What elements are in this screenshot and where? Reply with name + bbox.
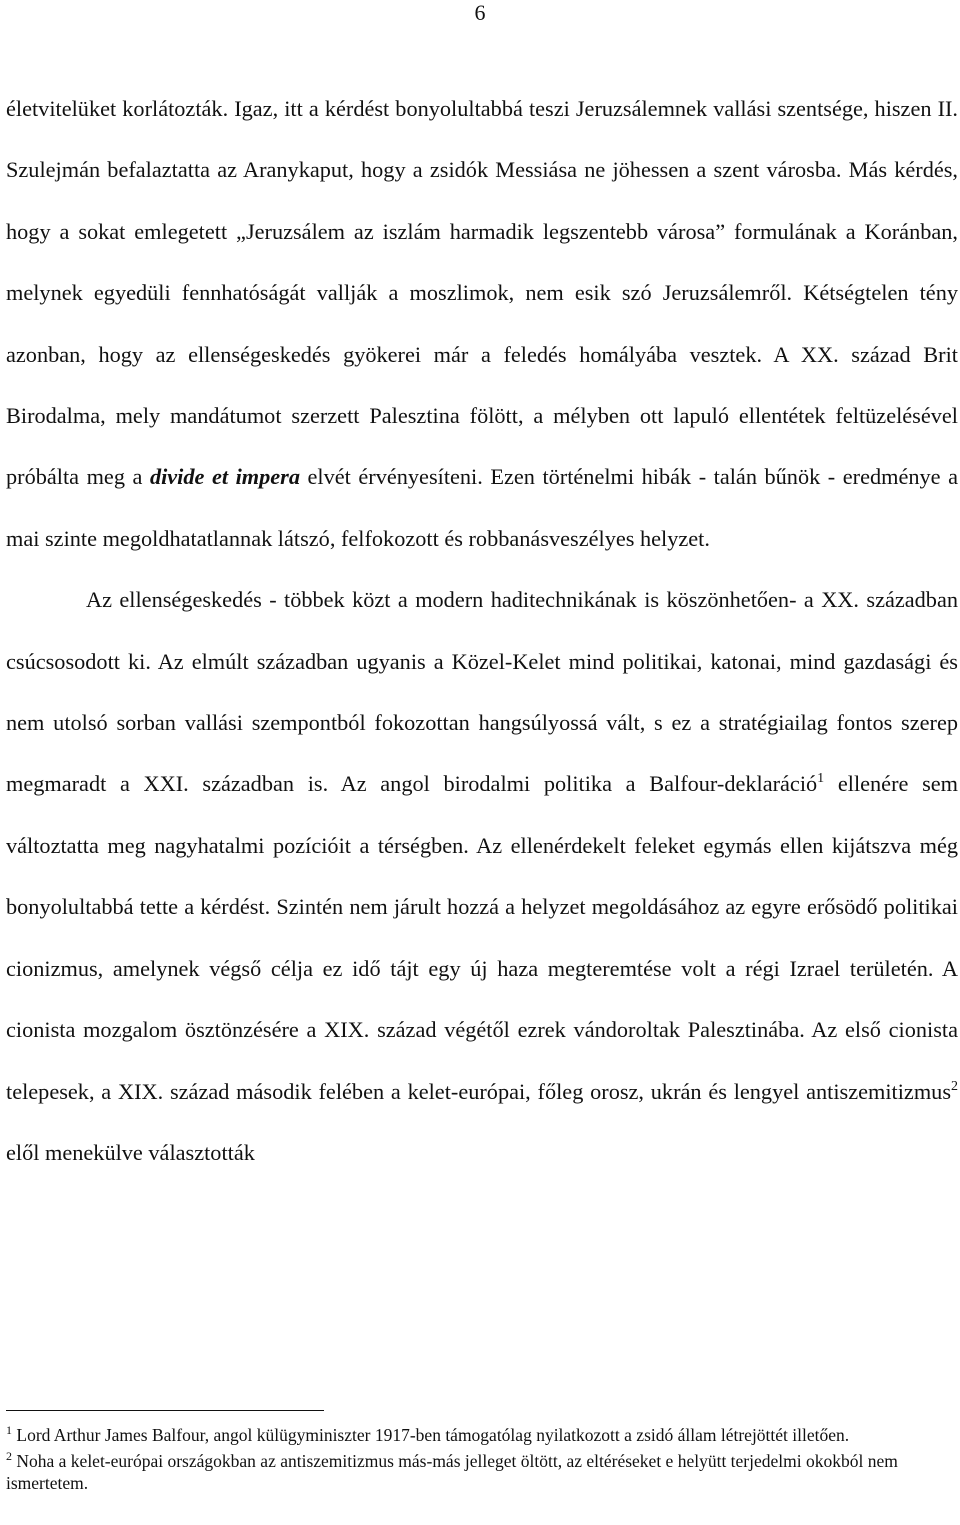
footnote-1-mark: 1 <box>6 1423 12 1437</box>
page-number: 6 <box>474 0 486 25</box>
footnotes <box>6 1424 926 1498</box>
footnote-2-mark: 2 <box>6 1449 12 1463</box>
paragraph-2-text-middle: ellenére sem változtatta meg nagyhatalmi pozícióit a térségben. Az ellenérdekelt feleket egymás ellen kijátszva még bonyolultabbá tette a kérdést. Szintén nem járult hozzá a helyzet megoldásához az egyre erősödő politikai cionizmus, amelynek végső célja ez idő tájt egy új haza megteremtése volt a régi Izrael területén. A cionista mozgalom ösztönzésére a XIX. század végétől ezrek vándoroltak Palesztinába. Az első cionista telepesek, a XIX. század második felében a kelet-európai, főleg orosz, ukrán és lengyel antiszemitizmus <box>6 771 958 1104</box>
paragraph-1 <box>6 78 958 569</box>
footnote-separator <box>6 1410 324 1411</box>
body-text <box>6 78 958 1183</box>
footnote-ref-2: 2 <box>951 1078 958 1094</box>
footnote-1-text: Lord Arthur James Balfour, angol külügyminiszter 1917-ben támogatólag nyilatkozott a zsidó állam létrejöttét illetően. <box>12 1425 850 1445</box>
footnote-ref-1: 1 <box>817 771 825 787</box>
latin-phrase: divide et impera <box>149 464 300 490</box>
footnote-1 <box>6 1424 926 1446</box>
paragraph-1-text-end: elvét érvényesíteni. Ezen történelmi hibák - talán bűnök - eredménye a mai szinte megoldhatatlannak látszó, felfokozott és robbanásveszélyes helyzet. <box>6 464 958 551</box>
paragraph-2-text-end: elől menekülve választották <box>6 1139 255 1165</box>
paragraph-2 <box>6 569 958 1183</box>
paragraph-1-text: életvitelüket korlátozták. Igaz, itt a kérdést bonyolultabbá teszi Jeruzsálemnek vallási szentsége, hiszen II. Szulejmán befalaztatta az Aranykaput, hogy a zsidók Messiása ne jöhessen a szent városba. Más kérdés, hogy a sokat emlegetett „Jeruzsálem az iszlám harmadik legszentebb városa” formulának a Koránban, melynek egyedüli fennhatóságát vallják a moszlimok, nem esik szó Jeruzsálemről. Kétségtelen tény azonban, hogy az ellenségeskedés gyökerei már a feledés homályába vesztek. A XX. század Brit Birodalma, mely mandátumot szerzett Palesztina fölött, a mélyben ott lapuló ellentétek feltüzelésével próbálta meg a <box>6 96 958 490</box>
footnote-2-text: Noha a kelet-európai országokban az antiszemitizmus más-más jelleget öltött, az eltéréseket e helyütt terjedelmi okokból nem ismertetem. <box>6 1451 898 1493</box>
paragraph-2-text: Az ellenségeskedés - többek közt a modern haditechnikának is köszönhetően- a XX. században csúcsosodott ki. Az elmúlt században ugyanis a Közel-Kelet mind politikai, katonai, mind gazdasági és nem utolsó sorban vallási szempontból fokozottan hangsúlyossá vált, s ez a stratégiailag fontos szerep megmaradt a XXI. században is. Az angol birodalmi politika a Balfour-deklaráció <box>6 587 958 797</box>
footnote-2 <box>6 1450 926 1494</box>
